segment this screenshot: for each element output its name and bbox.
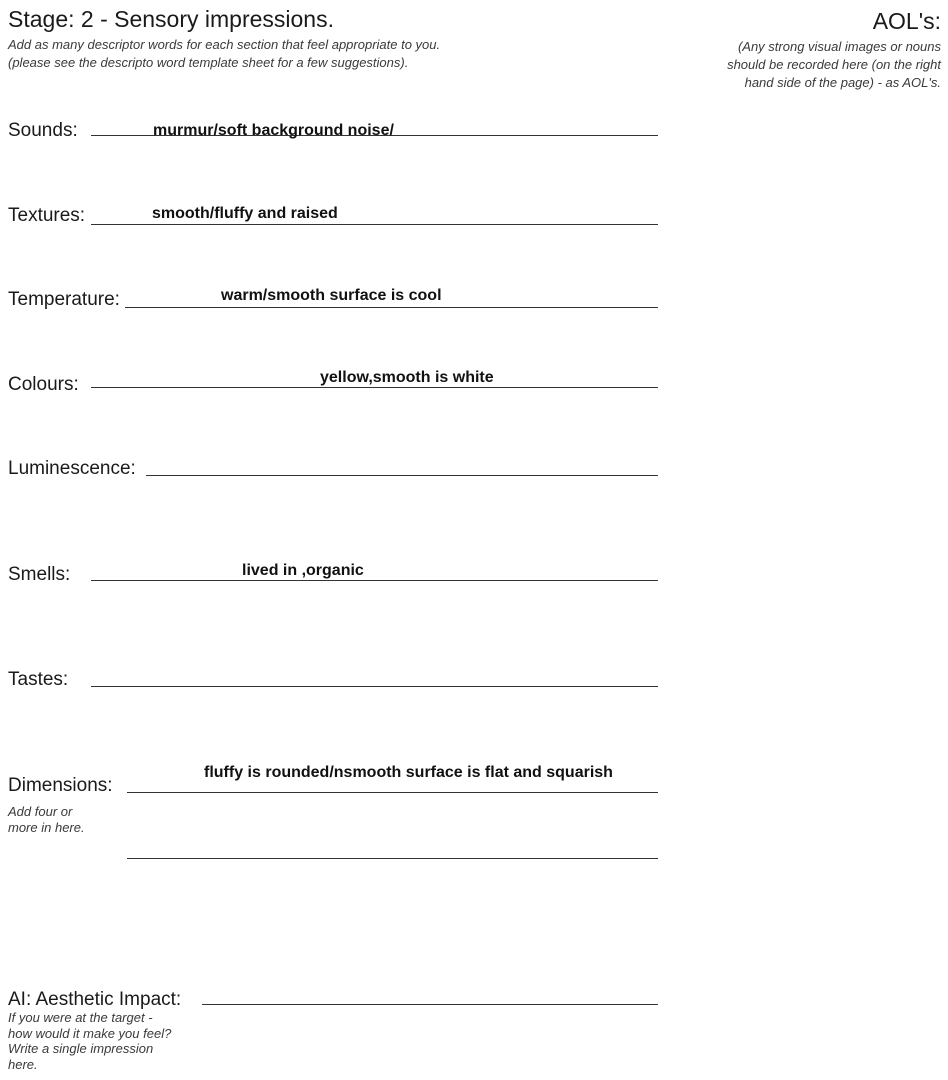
dimensions-line[interactable]: [127, 792, 658, 793]
dimensions-answer[interactable]: fluffy is rounded/nsmooth surface is flat and squarish: [204, 764, 613, 781]
colours-line[interactable]: [91, 387, 658, 388]
note-line: more in here.: [8, 819, 85, 835]
smells-answer[interactable]: lived in ,organic: [242, 562, 364, 579]
smells-label: Smells:: [8, 564, 71, 585]
aesthetic-note: [8, 1010, 171, 1072]
luminescence-line[interactable]: [146, 475, 658, 476]
aol-note: (Any strong visual images or nouns should be recorded here (on the right hand side of the page) - as AOL's.: [727, 39, 941, 90]
textures-label: Textures:: [8, 205, 86, 226]
colours-label: Colours:: [8, 374, 79, 395]
tastes-line[interactable]: [91, 686, 658, 687]
tastes-label: Tastes:: [8, 669, 69, 690]
instruction-line: (please see the descripto word template sheet for a few suggestions).: [8, 55, 409, 70]
aesthetic-label: AI: Aesthetic Impact:: [8, 989, 182, 1010]
smells-line[interactable]: [91, 580, 658, 581]
temperature-line[interactable]: [125, 307, 658, 308]
textures-line[interactable]: [91, 224, 658, 225]
textures-answer[interactable]: smooth/fluffy and raised: [152, 205, 338, 222]
instruction-line: Add as many descriptor words for each section that feel appropriate to you.: [8, 37, 441, 52]
luminescence-label: Luminescence:: [8, 458, 136, 479]
colours-answer[interactable]: yellow,smooth is white: [320, 369, 494, 386]
note-line: here.: [8, 1056, 38, 1072]
note-line: Write a single impression: [8, 1041, 154, 1056]
dimensions-line-2[interactable]: [127, 858, 658, 859]
sounds-answer[interactable]: murmur/soft background noise/: [153, 122, 394, 139]
dimensions-label: Dimensions:: [8, 775, 113, 796]
page-title: Stage: 2 - Sensory impressions.: [8, 6, 334, 32]
aol-title: AOL's:: [872, 8, 941, 34]
sounds-label: Sounds:: [8, 120, 78, 141]
temperature-answer[interactable]: warm/smooth surface is cool: [221, 287, 442, 304]
note-line: If you were at the target -: [8, 1010, 153, 1025]
dimensions-note: [8, 804, 85, 835]
note-line: how would it make you feel?: [8, 1025, 172, 1041]
instructions: [8, 36, 440, 72]
aesthetic-line[interactable]: [202, 1004, 658, 1005]
note-line: Add four or: [8, 804, 73, 819]
temperature-label: Temperature:: [8, 289, 120, 310]
